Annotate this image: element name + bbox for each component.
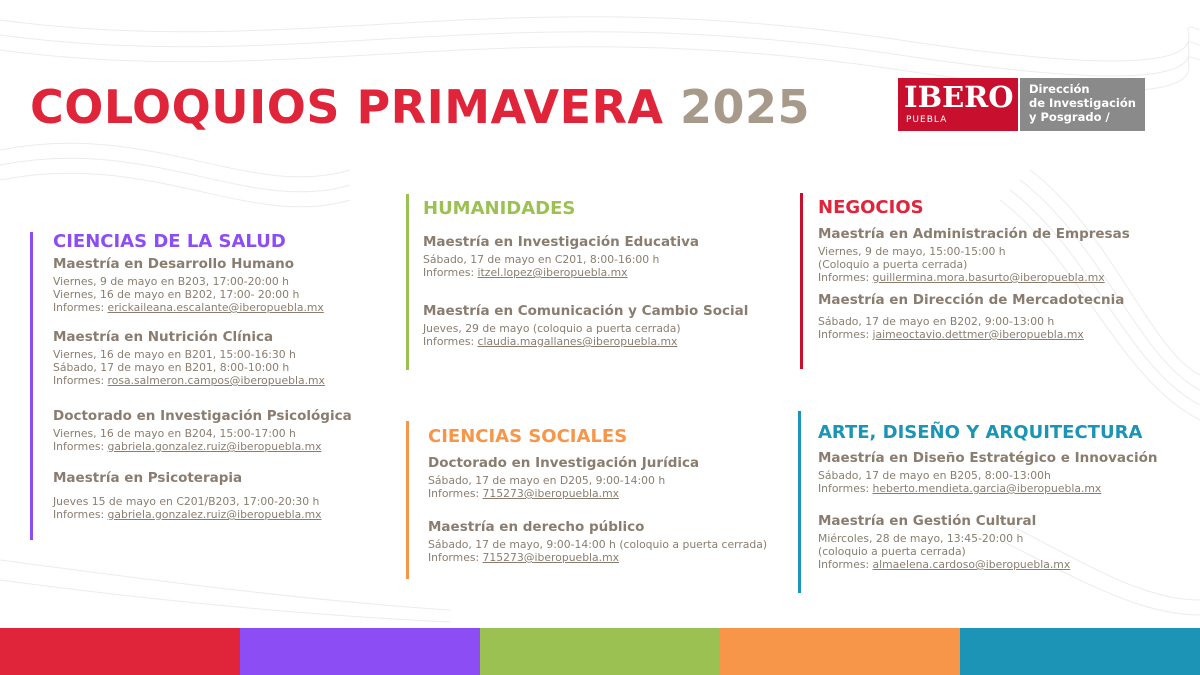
strip-green [480,628,720,675]
program-block [53,408,352,453]
dept-line-1: Dirección [1029,82,1090,96]
strip-red [0,628,240,675]
strip-orange [720,628,960,675]
salud-heading: CIENCIAS DE LA SALUD [53,231,286,252]
program-schedule: Sábado, 17 de mayo en D205, 9:00-14:00 h [428,474,666,487]
logo-brand: IBERO [904,80,1014,114]
program-block [818,450,1158,495]
program-contact [423,266,699,279]
program-contact [53,301,324,314]
contact-email-link[interactable]: itzel.lopez@iberopuebla.mx [477,266,628,279]
contact-label: Informes: [818,482,873,495]
program-block [428,455,699,500]
strip-purple [240,628,480,675]
ibero-logo [898,78,1145,131]
program-name: Maestría en Psicoterapia [53,470,243,486]
program-contact [818,558,1070,571]
program-schedule: Viernes, 16 de mayo en B201, 15:00-16:30 h [53,348,296,361]
program-schedule: Jueves, 29 de mayo (coloquio a puerta cerrada) [423,322,681,335]
program-contact [428,487,699,500]
contact-email-link[interactable]: heberto.mendieta.garcia@iberopuebla.mx [872,482,1102,495]
program-schedule: Sábado, 17 de mayo, 9:00-14:00 h (coloquio a puerta cerrada) [428,538,768,551]
contact-label: Informes: [53,440,108,453]
arte-accent-bar [798,411,801,593]
contact-label: Informes: [428,487,483,500]
program-name: Maestría en Diseño Estratégico e Innovación [818,450,1158,466]
program-schedule: Viernes, 9 de mayo, 15:00-15:00 h [818,245,1006,258]
arte-heading: ARTE, DISEÑO Y ARQUITECTURA [818,422,1143,443]
program-name: Maestría en Gestión Cultural [818,513,1037,529]
program-name: Doctorado en Investigación Psicológica [53,408,352,424]
contact-email-link[interactable]: gabriela.gonzalez.ruiz@iberopuebla.mx [107,508,322,521]
page-title [30,80,810,134]
program-block [53,329,325,387]
bottom-color-strip [0,628,1200,675]
program-contact [423,335,748,348]
contact-email-link[interactable]: erickaileana.escalante@iberopuebla.mx [107,301,324,314]
contact-label: Informes: [818,558,873,571]
program-name: Maestría en Dirección de Mercadotecnia [818,292,1125,308]
contact-label: Informes: [53,301,108,314]
contact-label: Informes: [423,335,478,348]
contact-email-link[interactable]: guillermina.mora.basurto@iberopuebla.mx [872,271,1105,284]
program-schedule: Sábado, 17 de mayo en C201, 8:00-16:00 h [423,253,660,266]
logo-sub: PUEBLA [906,115,948,125]
program-block [818,292,1124,341]
contact-email-link[interactable]: 715273@iberopuebla.mx [482,487,620,500]
program-contact [53,440,352,453]
strip-teal [960,628,1200,675]
program-contact [818,328,1124,341]
program-block [53,470,322,521]
negocios-accent-bar [800,193,803,369]
program-name: Maestría en derecho público [428,519,645,535]
logo-red-block [898,78,1018,131]
program-schedule: Sábado, 17 de mayo en B201, 8:00-10:00 h [53,361,290,374]
program-contact [818,482,1158,495]
program-contact [428,551,767,564]
program-name: Maestría en Desarrollo Humano [53,256,295,272]
sociales-heading: CIENCIAS SOCIALES [428,426,628,447]
dept-line-2: de Investigación [1029,96,1136,110]
title-main: COLOQUIOS PRIMAVERA [30,80,664,134]
sociales-accent-bar [406,421,409,579]
program-contact [53,374,325,387]
dept-line-3: y Posgrado / [1029,110,1110,124]
contact-label: Informes: [428,551,483,564]
contact-label: Informes: [423,266,478,279]
program-block [818,226,1130,284]
program-schedule: Viernes, 16 de mayo en B202, 17:00- 20:00 h [53,288,300,301]
program-schedule: Viernes, 16 de mayo en B204, 15:00-17:00 h [53,427,296,440]
program-name: Maestría en Administración de Empresas [818,226,1130,242]
program-schedule: Jueves 15 de mayo en C201/B203, 17:00-20:30 h [53,495,320,508]
negocios-heading: NEGOCIOS [818,197,924,218]
program-schedule: (coloquio a puerta cerrada) [818,545,966,558]
program-schedule: Viernes, 9 de mayo en B203, 17:00-20:00 h [53,275,290,288]
program-schedule: Sábado, 17 de mayo en B202, 9:00-13:00 h [818,315,1055,328]
program-name: Maestría en Nutrición Clínica [53,329,274,345]
humanidades-heading: HUMANIDADES [423,198,576,219]
program-block [428,519,767,564]
program-block [423,303,748,348]
contact-email-link[interactable]: gabriela.gonzalez.ruiz@iberopuebla.mx [107,440,322,453]
contact-email-link[interactable]: jaimeoctavio.dettmer@iberopuebla.mx [872,328,1084,341]
program-block [53,256,324,314]
contact-email-link[interactable]: claudia.magallanes@iberopuebla.mx [477,335,678,348]
logo-department [1020,78,1145,131]
program-block [423,234,699,279]
contact-label: Informes: [818,271,873,284]
salud-accent-bar [30,232,33,540]
program-schedule: Miércoles, 28 de mayo, 13:45-20:00 h [818,532,1024,545]
program-contact [53,508,322,521]
program-name: Maestría en Investigación Educativa [423,234,700,250]
contact-label: Informes: [818,328,873,341]
humanidades-accent-bar [406,194,409,370]
contact-label: Informes: [53,508,108,521]
title-year: 2025 [680,80,811,134]
program-schedule: (Coloquio a puerta cerrada) [818,258,968,271]
program-schedule: Sábado, 17 de mayo en B205, 8:00-13:00h [818,469,1051,482]
contact-email-link[interactable]: rosa.salmeron.campos@iberopuebla.mx [107,374,325,387]
contact-email-link[interactable]: almaelena.cardoso@iberopuebla.mx [872,558,1071,571]
program-name: Maestría en Comunicación y Cambio Social [423,303,749,319]
program-name: Doctorado en Investigación Jurídica [428,455,700,471]
program-contact [818,271,1130,284]
program-block [818,513,1070,571]
contact-email-link[interactable]: 715273@iberopuebla.mx [482,551,620,564]
contact-label: Informes: [53,374,108,387]
